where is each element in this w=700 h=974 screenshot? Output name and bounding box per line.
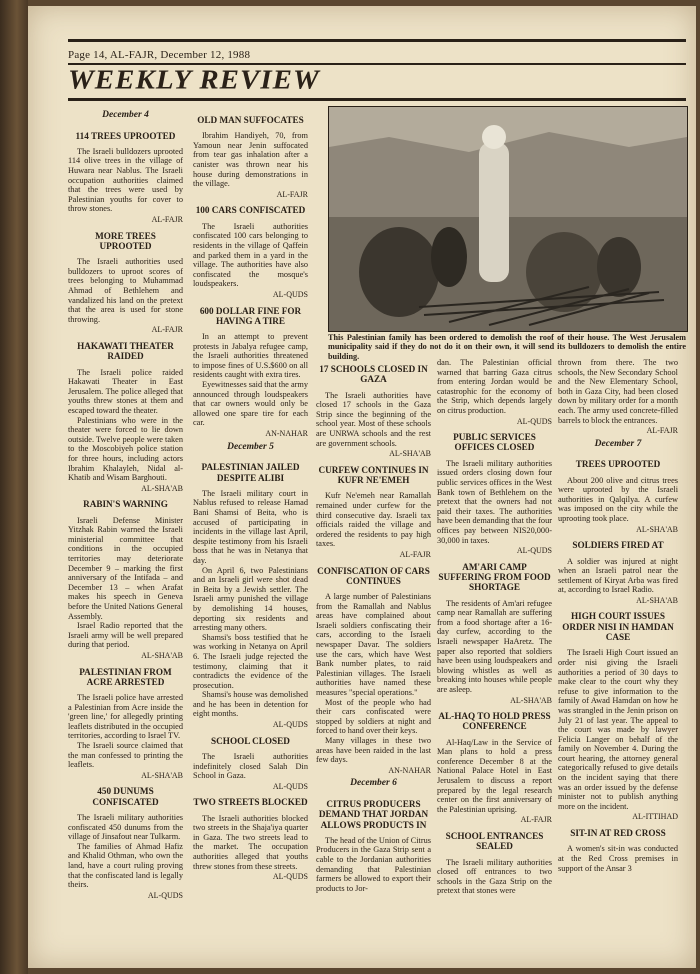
headline: AM'ARI CAMP SUFFERING FROM FOOD SHORTAGE — [438, 561, 551, 593]
article-body: The families of Ahmad Hafiz and Khalid Othman, who own the land, have a court ruling proving that the confiscated land is legally theirs. — [68, 841, 183, 890]
article-body: Palestinians who were in the theater were forced to lie down outside. Twelve people were taken to the Moscobiyeh police station for three hours, including actors Ibrahim Khalayleh, Nidal al-Khatib and Wisam Barghouti. — [68, 415, 183, 483]
source-credit: AL-FAJR — [399, 549, 431, 559]
headline: 17 SCHOOLS CLOSED IN GAZA — [319, 364, 428, 385]
article-body: The Israeli military authorities confiscated 450 dunums from the village of Jinsafout near Tulkarm. — [68, 813, 183, 842]
article-body: thrown from there. The two schools, the New Secondary School and the New Elementary School, both in Gaza City, had been closed down by military order for a month each. The army used concrete-filled barrels to block the entrances. — [558, 358, 678, 425]
article-body: About 200 olive and citrus trees were uprooted by the Israeli authorities in Qalqilya. A curfew was imposed on the city while the uprooting took place. — [558, 475, 678, 524]
title-bottom-rule — [68, 98, 686, 101]
headline: 114 TREES UPROOTED — [75, 130, 176, 141]
source-credit: AL-SHA'AB — [141, 770, 183, 780]
article-body: The residents of Am'ari refugee camp near Ramallah are suffering from a food shortage after a 16-day curfew, according to the Israeli newspaper HaAretz. The paper also reported that soldiers have been using loudspeakers and blowing whistles as well as breaking into houses while people are asleep. — [437, 598, 552, 694]
newspaper-page — [28, 6, 696, 968]
headline: HAKAWATI THEATER RAIDED — [77, 340, 174, 362]
headline: 100 CARS CONFISCATED — [195, 205, 306, 216]
article-body: Shamsi's house was demolished and he has been in detention for eight months. — [193, 690, 308, 719]
article-body: The Israeli police raided Hakawati Theater in East Jerusalem. The police alleged that youths threw stones at them and escaped toward the theater. — [68, 367, 183, 415]
page-title: WEEKLY REVIEW — [68, 64, 320, 96]
source-credit: AL-FAJR — [151, 325, 183, 335]
article-body: In an attempt to prevent protests in Jabalya refugee camp, the Israeli authorities threatened to impose fines of U.S.$600 on all residents caught with extra tires. — [193, 332, 308, 380]
headline: AL-HAQ TO HOLD PRESS CONFERENCE — [438, 711, 551, 732]
top-rule — [68, 39, 686, 42]
source-credit: AL-FAJR — [276, 189, 308, 199]
article-body: On April 6, two Palestinians and an Israeli girl were shot dead in Beita by a Jewish settler. The Israeli army punished the village by demolishing 14 houses, deporting six residents and arresting many others. — [193, 565, 308, 633]
article-body: The head of the Union of Citrus Producers in the Gaza Strip sent a cable to the Jordanian authorities demanding that Palestinian farmers be allowed to export their products to Jor- — [316, 835, 431, 893]
headline: 600 DOLLAR FINE FOR HAVING A TIRE — [199, 305, 302, 326]
date-heading: December 5 — [227, 441, 274, 452]
date-heading: December 6 — [350, 778, 397, 789]
article-body: The Israeli police have arrested a Palestinian from Acre inside the 'green line,' for allegedly printing leaflets distributed in the occupied territories, according to Israel TV. — [68, 693, 183, 741]
article-body: Many villages in these two areas have been raided in the last few days. — [316, 736, 431, 765]
headline: CURFEW CONTINUES IN KUFR NE'EMEH — [318, 464, 429, 486]
source-credit: AL-QUDS — [272, 872, 308, 882]
article-body: The Israeli military authorities issued orders closing down four public services offices in the West Bank town of Bethlehem on the pretext that the owners had not paid their taxes. The authorities have been demanding that the four offices pay between NIS20,000-30,000 in taxes. — [437, 458, 552, 545]
article-body: The Israeli High Court issued an order nisi giving the Israeli authorities a period of 30 days to make clear to the court why they refuse to give information to the family of Awad Hamdan on how he was strangled in the Jenin prison on July 21 of last year. The appeal to the court was made by lawyer Felicia Langer on behalf of the family on November 4. During the court hearing, the attorney general categorically refused to give details on the incident saying that there was an order issued by the defense minister not to publish anything more on the incident. — [558, 648, 678, 811]
headline: SOLDIERS FIRED AT — [572, 540, 664, 551]
source-credit: AL-SHA'AB — [510, 695, 552, 705]
article-body: The Israeli authorities indefinitely closed Salah Din School in Gaza. — [193, 751, 308, 781]
source-credit: AL-FAJR — [646, 426, 678, 436]
column-2 — [193, 109, 308, 886]
headline: SIT-IN AT RED CROSS — [570, 828, 666, 839]
headline: SCHOOL ENTRANCES SEALED — [445, 831, 544, 852]
headline: SCHOOL CLOSED — [211, 735, 290, 746]
source-credit: AL-QUDS — [272, 289, 308, 299]
source-credit: AL-QUDS — [147, 890, 183, 900]
page-line: Page 14, AL-FAJR, December 12, 1988 — [68, 49, 251, 61]
article-body: A women's sit-in was conducted at the Red Cross premises in support of the Ansar 3 — [558, 844, 678, 873]
article-body: The Israeli authorities have closed 17 schools in the Gaza Strip since the beginning of the school year. Most of these schools are UNRWA schools and the rest are government schools. — [316, 390, 431, 448]
binding-spine — [0, 0, 28, 974]
headline: OLD MAN SUFFOCATES — [197, 115, 304, 125]
article-body: Kufr Ne'emeh near Ramallah remained under curfew for the third consecutive day. Israeli tax officials raided the village and ordered the residents to pay high taxes. — [316, 491, 431, 549]
source-credit: AL-SHA'AB — [636, 524, 678, 534]
column-4 — [437, 358, 552, 896]
headline: PALESTINIAN FROM ACRE ARRESTED — [79, 666, 172, 687]
date-heading: December 7 — [594, 438, 642, 449]
headline: CITRUS PRODUCERS DEMAND THAT JORDAN ALLOWS PRODUCTS IN — [318, 798, 429, 830]
headline: TWO STREETS BLOCKED — [193, 797, 308, 808]
article-body: Shamsi's boss testified that he was working in Netanya on April 6. The Israeli judge rejected the testimony, claiming that it contradicts the evidence of the prosecution. — [193, 632, 308, 690]
article-body: Israel Radio reported that the Israeli army will be well prepared during that period. — [68, 621, 183, 650]
photo-caption: This Palestinian family has been ordered to demolish the roof of their house. The West Jerusalem municipality said if they do not do it on their own, it will send its bulldozers to demolish the entire building. — [328, 333, 686, 361]
article-body: Ibrahim Handiyeh, 70, from Yamoun near Jenin suffocated from tear gas inhalation after a canister was thrown near his house during demonstrations in the village. — [193, 131, 308, 189]
article-body: The Israeli authorities blocked two streets in the Shaja'iya quarter in Gaza. The two streets lead to the market. The occupation authorities alleged that youths threw stones from these streets. — [193, 813, 308, 871]
headline: MORE TREES UPROOTED — [95, 230, 156, 251]
source-credit: AN-NAHAR — [388, 765, 431, 775]
headline: HIGH COURT ISSUES ORDER NISI IN HAMDAN CASE — [562, 611, 674, 643]
article-body: dan. The Palestinian official warned that barring Gaza citrus from entering Jordan would be catastrophic for the economy of the Strip, which depends largely on citrus production. — [437, 358, 552, 415]
source-credit: AN-NAHAR — [265, 429, 308, 439]
headline: 450 DUNUMS CONFISCATED — [92, 786, 159, 807]
headline: PUBLIC SERVICES OFFICES CLOSED — [453, 432, 536, 453]
news-photo — [328, 106, 688, 332]
headline: PALESTINIAN JAILED DESPITE ALIBI — [201, 462, 300, 483]
source-credit: AL-ITTIHAD — [632, 812, 678, 822]
source-credit: AL-QUDS — [272, 720, 308, 730]
article-body: Most of the people who had their cars confiscated were stopped by soldiers at night and forced to hand over their keys. — [316, 697, 431, 736]
column-3 — [316, 358, 431, 893]
article-body: The Israeli bulldozers uprooted 114 olive trees in the village of Huwara near Nablus. The Israeli occupation authorities claimed that the trees were used by Palestinian youths for cover to throw stones. — [68, 146, 183, 214]
article-body: The Israeli source claimed that the man confessed to printing the leaflets. — [68, 741, 183, 770]
column-1 — [68, 109, 183, 904]
headline: TREES UPROOTED — [575, 459, 661, 470]
article-body: A large number of Palestinians from the Ramallah and Nablus areas have complained about Israeli soldiers confiscating their cars, according to the Israeli newspaper Davar. The soldiers use the cars, which have West Bank number plates, to raid Palestinian villages. The Israeli authorities have named these measures "special operations." — [316, 592, 431, 698]
article-body: The Israeli military court in Nablus refused to release Hamad Bani Shamsi of Beita, who is accused of participating in incidents in the village last April, despite testimony from his Israeli boss that he was in Netanya that day. — [193, 488, 308, 565]
source-credit: AL-FAJR — [520, 815, 552, 825]
source-credit: AL-SHA'AB — [636, 595, 678, 605]
date-heading: December 4 — [102, 110, 149, 120]
source-credit: AL-SHA'AB — [141, 483, 183, 493]
article-body: Al-Haq/Law in the Service of Man plans to hold a press conference December 8 at the National Palace Hotel in East Jerusalem to discuss a report prepared by the legal research center on the first anniversary of the Palestinian uprising. — [437, 737, 552, 814]
article-body: The Israeli military authorities closed off entrances to two schools in the Gaza Strip on the pretext that stones were — [437, 857, 552, 896]
source-credit: AL-QUDS — [516, 416, 552, 426]
headline: CONFISCATION OF CARS CONTINUES — [317, 565, 430, 586]
column-5 — [558, 358, 678, 873]
article-body: Israeli Defense Minister Yitzhak Rabin warned the Israeli ministerial committee that conditions in the occupied territories may deteriorate December 9 – marking the first anniversary of the Intifada – and December 13 – when Arafat makes his speech in Geneva before the United Nations General Assembly. — [68, 515, 183, 621]
source-credit: AL-SHA'AB — [141, 650, 183, 660]
article-body: A soldier was injured at night when an Israeli patrol near the settlement of Kiryat Arba was fired at, according to Israel Radio. — [558, 556, 678, 595]
article-body: The Israeli authorities used bulldozers to uproot scores of trees belonging to Muhammad Ahmad of Bethlehem and vandalized his land on the pretext that the area is used for stone throwing. — [68, 257, 183, 324]
article-body: Eyewitnesses said that the army announced through loudspeakers that car owners would only be allowed one spare tire for each car. — [193, 380, 308, 428]
headline: RABIN'S WARNING — [83, 499, 168, 510]
source-credit: AL-FAJR — [151, 215, 183, 225]
source-credit: AL-SHA'AB — [389, 449, 431, 459]
article-body: The Israeli authorities confiscated 100 cars belonging to residents in the village of Qaffein and parked them in a yard in the village. The authorities have also confiscated the mosque's loudspeakers. — [193, 221, 308, 289]
source-credit: AL-QUDS — [516, 546, 552, 556]
family-photo-illustration — [329, 107, 687, 331]
source-credit: AL-QUDS — [272, 781, 308, 791]
